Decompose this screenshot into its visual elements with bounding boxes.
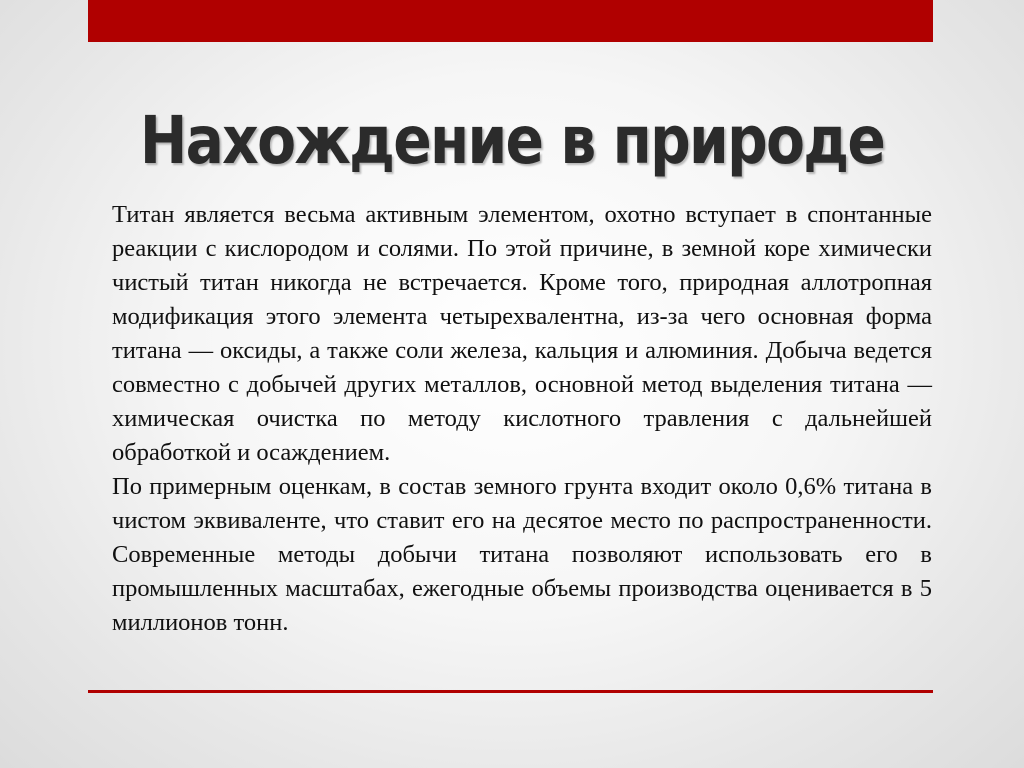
body-text <box>112 198 932 640</box>
slide-title: Нахождение в природе <box>139 102 885 179</box>
top-accent-bar <box>88 0 933 42</box>
bottom-divider <box>88 690 933 693</box>
paragraph-2: По примерным оценкам, в состав земного грунта входит около 0,6% титана в чистом эквиваленте, что ставит его на десятое место по распространенности. Современные методы добычи титана позволяют использовать его в промышленных масштабах, ежегодные объемы производства оценивается в 5 миллионов тонн. <box>112 473 932 636</box>
paragraph-1: Титан является весьма активным элементом, охотно вступает в спонтанные реакции с кислородом и солями. По этой причине, в земной коре химически чистый титан никогда не встречается. Кроме того, природная аллотропная модификация этого элемента четырехвалентна, из-за чего основная форма титана — оксиды, а также соли железа, кальция и алюминия. Добыча ведется совместно с добычей других металлов, основной метод выделения титана — химическая очистка по методу кислотного травления с дальнейшей обработкой и осаждением. <box>112 201 932 466</box>
